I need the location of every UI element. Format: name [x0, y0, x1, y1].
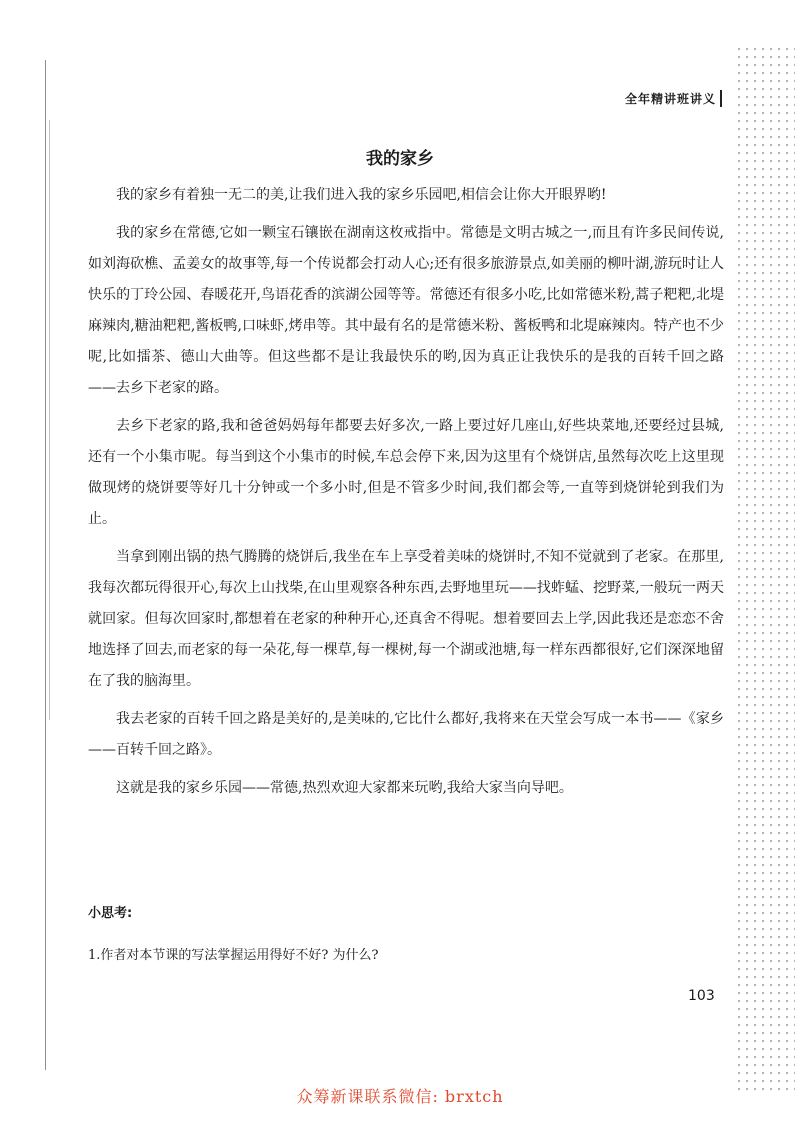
exercise-question: 1.作者对本节课的写法掌握运用得好不好? 为什么?	[88, 948, 379, 963]
paragraph: 当拿到刚出锅的热气腾腾的烧饼后,我坐在车上享受着美味的烧饼时,不知不觉就到了老家。在那里,我每次都玩得很开心,每次上山找柴,在山里观察各种东西,去野地里玩——找蚱蜢、挖野菜,一般玩一两天就回家。但每次回家时,都想着在老家的种种开心,还真舍不得呢。想着要回去上学,因此我还是恋恋不舍地选择了回去,而老家的每一朵花,每一棵草,每一棵树,每一个湖或池塘,每一样东西都很好,它们深深地留在了我的脑海里。	[88, 549, 724, 689]
binding-edge-line-secondary	[49, 120, 50, 720]
page-number: 103	[688, 988, 715, 1004]
series-title: 全年精讲班讲义	[625, 90, 722, 107]
footer-watermark: 众筹新课联系微信: brxtch	[296, 1087, 504, 1106]
margin-dot-grid	[735, 45, 795, 1095]
paragraph: 我的家乡有着独一无二的美,让我们进入我的家乡乐园吧,相信会让你大开眼界哟!	[116, 187, 607, 203]
exercise-heading: 小思考:	[88, 906, 133, 921]
paragraph: 我的家乡在常德,它如一颗宝石镶嵌在湖南这枚戒指中。常德是文明古城之一,而且有许多民间传说,如刘海砍樵、孟姜女的故事等,每一个传说都会打动人心;还有很多旅游景点,如美丽的柳叶湖,游玩时让人快乐的丁玲公园、春暖花开,鸟语花香的滨湖公园等等。常德还有很多小吃,比如常德米粉,蒿子粑粑,北堤麻辣肉,糖油粑粑,酱板鸭,口味虾,烤串等。其中最有名的是常德米粉、酱板鸭和北堤麻辣肉。特产也不少呢,比如擂茶、德山大曲等。但这些都不是让我最快乐的哟,因为真正让我快乐的是我的百转千回之路——去乡下老家的路。	[88, 225, 724, 396]
paragraph: 这就是我的家乡乐园——常德,热烈欢迎大家都来玩哟,我给大家当向导吧。	[116, 780, 573, 796]
binding-edge-line	[45, 60, 47, 1070]
paragraph: 去乡下老家的路,我和爸爸妈妈每年都要去好多次,一路上要过好几座山,好些块菜地,还要经过县城,还有一个小集市呢。每当到这个小集市的时候,车总会停下来,因为这里有个烧饼店,虽然每次吃上这里现做现烤的烧饼要等好几十分钟或一个多小时,但是不管多少时间,我们都会等,一直等到烧饼轮到我们为止。	[88, 418, 724, 527]
paragraph: 我去老家的百转千回之路是美好的,是美味的,它比什么都好,我将来在天堂会写成一本书——《家乡——百转千回之路》。	[88, 711, 724, 758]
article-body	[88, 180, 724, 811]
article-title: 我的家乡	[366, 149, 434, 169]
